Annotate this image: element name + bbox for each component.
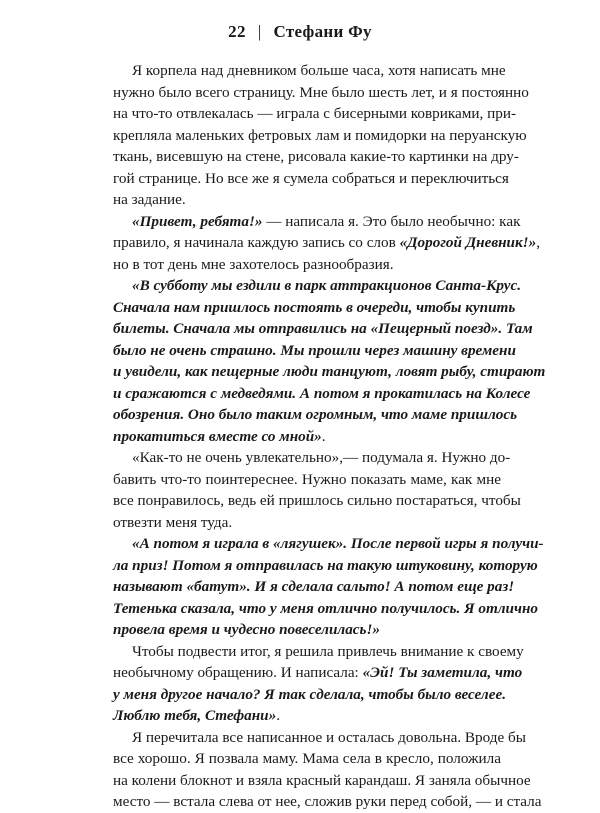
text-run: все хорошо. Я позвала маму. Мама села в кресло, положила — [113, 750, 501, 767]
italic-text: и сражаются с медведями. А потом я прокатилась на Колесе — [113, 384, 531, 402]
text-line — [113, 727, 526, 749]
text-line — [113, 512, 501, 534]
text-line — [113, 576, 515, 598]
text-run: отвезти меня туда. — [113, 513, 233, 531]
italic-text: «В субботу мы ездили в парк аттракционов Санта-Крус. — [132, 277, 522, 294]
italic-text: «Эй! Ты заметила, что — [362, 664, 523, 681]
text-run: Чтобы подвести итог, я решила привлечь внимание к своему — [132, 642, 524, 660]
text-line — [113, 82, 529, 104]
italic-text: называют «батут». И я сделала сальто! А потом еще раз! — [113, 578, 515, 595]
page-number: 22 — [228, 22, 246, 41]
header-separator: | — [257, 22, 262, 41]
text-run: гой странице. Но все же я сумела собраться и переключиться — [113, 169, 509, 187]
italic-text: «Привет, ребята!» — [132, 212, 263, 230]
text-line — [113, 791, 542, 813]
paragraph — [113, 60, 529, 211]
text-run: . — [321, 427, 326, 445]
text-line — [113, 447, 511, 469]
text-line — [113, 103, 517, 125]
text-run: нужно было всего страницу. Мне было шесть лет, и я постоянно — [113, 83, 529, 101]
text-line — [113, 125, 527, 147]
text-line — [113, 254, 501, 276]
text-run: на задание. — [113, 191, 186, 208]
text-line — [113, 168, 509, 190]
text-run: на колени блокнот и взяла красный карандаш. Я заняла обычное — [113, 771, 531, 789]
paragraph — [113, 211, 540, 276]
text-run: — написала я. Это было необычно: как — [262, 212, 521, 230]
italic-text: ла приз! Потом я отправилась на такую штуковину, которую — [113, 556, 538, 574]
italic-text: Люблю тебя, Стефани» — [113, 707, 277, 724]
text-run: на что-то отвлекалась — играла с бисерными ковриками, при- — [113, 105, 517, 122]
text-line — [113, 662, 523, 684]
text-run: Я корпела над дневником больше часа, хотя написать мне — [132, 62, 506, 79]
text-line — [113, 598, 538, 620]
text-line — [113, 189, 501, 211]
text-line — [113, 555, 538, 577]
text-line — [113, 404, 518, 426]
text-line — [113, 383, 531, 405]
text-run: правило, я начинала каждую запись со слов — [113, 234, 400, 251]
text-line — [113, 297, 516, 319]
italic-text: «А потом я играла в «лягушек». После первой игры я получи- — [132, 535, 544, 552]
text-run: место — встала слева от нее, сложив руки перед собой, — и стала — [113, 793, 542, 810]
text-run: ткань, висевшую на стене, рисовала какие-то картинки на дру- — [113, 148, 519, 165]
text-line — [113, 361, 546, 383]
italic-text: билеты. Сначала мы отправились на «Пещерный поезд». Там — [113, 320, 533, 337]
text-line — [113, 426, 501, 448]
text-line — [113, 211, 521, 233]
italic-text: и увидели, как пещерные люди танцуют, ловят рыбу, стирают — [113, 363, 546, 380]
text-line — [113, 684, 506, 706]
running-header — [0, 22, 600, 42]
text-line — [113, 275, 522, 297]
paragraph — [113, 533, 544, 641]
text-run: крепляла маленьких фетровых лам и помидорки на перуанскую — [113, 126, 527, 144]
text-line — [113, 340, 516, 362]
text-line — [113, 469, 501, 491]
text-run: , — [536, 234, 540, 251]
text-line — [113, 60, 506, 82]
author-name: Стефани Фу — [273, 22, 372, 41]
text-run: Я перечитала все написанное и осталась довольна. Вроде бы — [132, 728, 526, 746]
text-line — [113, 146, 519, 168]
text-run: бавить что-то поинтереснее. Нужно показать маме, как мне — [113, 470, 501, 488]
italic-text: Тетенька сказала, что у меня отлично получилось. Я отлично — [113, 599, 538, 617]
body-text — [113, 60, 546, 813]
text-line — [113, 641, 524, 663]
text-line — [113, 318, 533, 340]
italic-text: Сначала нам пришлось постоять в очереди, чтобы купить — [113, 298, 516, 316]
text-line — [113, 770, 531, 792]
text-line — [113, 533, 544, 555]
text-line — [113, 232, 540, 254]
text-line — [113, 490, 521, 512]
paragraph — [113, 447, 521, 533]
text-line — [113, 619, 501, 641]
text-run: . — [276, 707, 281, 724]
paragraph — [113, 727, 542, 813]
text-line — [113, 705, 501, 727]
paragraph — [113, 275, 546, 447]
italic-text: у меня другое начало? Я так сделала, чтобы было веселее. — [113, 685, 506, 703]
text-run: «Как-то не очень увлекательно»,— подумала я. Нужно до- — [132, 449, 511, 466]
text-run: но в тот день мне захотелось разнообразия. — [113, 255, 394, 273]
italic-text: прокатиться вместе со мной» — [113, 427, 322, 445]
italic-text: было не очень страшно. Мы прошли через машину времени — [113, 341, 516, 359]
text-run: необычному обращению. И написала: — [113, 664, 363, 681]
italic-text: провела время и чудесно повеселилась!» — [113, 621, 380, 638]
paragraph — [113, 641, 524, 727]
text-run: все понравилось, ведь ей пришлось сильно постараться, чтобы — [113, 492, 521, 509]
italic-text: «Дорогой Дневник!» — [399, 234, 537, 251]
text-line — [113, 748, 501, 770]
italic-text: обозрения. Оно было таким огромным, что маме пришлось — [113, 406, 518, 423]
